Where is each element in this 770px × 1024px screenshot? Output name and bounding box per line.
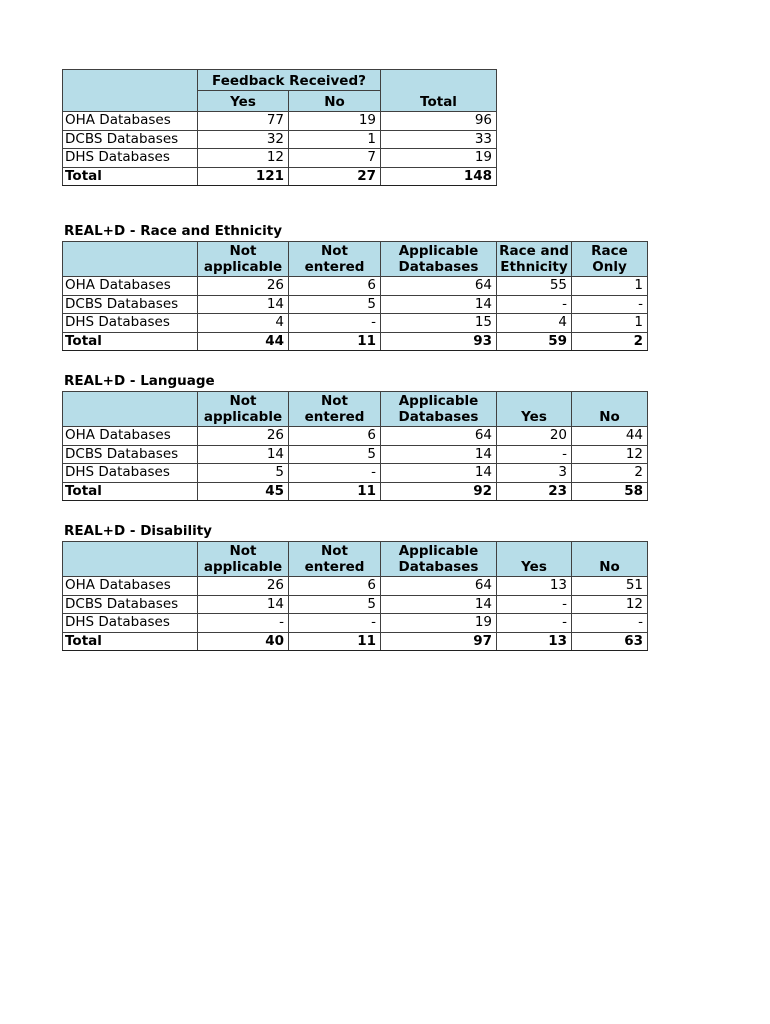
row-label: OHA Databases (63, 112, 198, 131)
cell: 26 (198, 427, 289, 446)
total-cell: 63 (572, 632, 648, 651)
row-label: DHS Databases (63, 614, 198, 633)
header-line: entered (304, 259, 365, 275)
total-cell: 44 (198, 332, 289, 351)
table-row (63, 277, 648, 296)
table-row (63, 464, 648, 483)
cell: 4 (198, 314, 289, 333)
row-label: OHA Databases (63, 427, 198, 446)
table-row (63, 614, 648, 633)
row-label: DCBS Databases (63, 445, 198, 464)
header-not-applicable (198, 542, 289, 577)
header-blank-cell (63, 242, 198, 277)
header-applicable-databases (381, 392, 497, 427)
header-line: Not (320, 243, 349, 259)
header-line: entered (304, 559, 365, 575)
cell: 6 (289, 277, 381, 296)
feedback-yes-header: Yes (198, 91, 289, 112)
cell-no: 1 (289, 130, 381, 149)
header-applicable-databases (381, 242, 497, 277)
total-cell: 11 (289, 332, 381, 351)
total-cell: 40 (198, 632, 289, 651)
header-line: Databases (398, 409, 479, 425)
cell: 13 (497, 577, 572, 596)
cell: - (572, 295, 648, 314)
header-blank-cell (63, 542, 198, 577)
header-not-entered (289, 392, 381, 427)
row-label: DHS Databases (63, 314, 198, 333)
cell: - (497, 614, 572, 633)
cell: 14 (381, 595, 497, 614)
header-race-and-ethnicity (497, 242, 572, 277)
total-label: Total (63, 482, 198, 501)
total-cell: 58 (572, 482, 648, 501)
cell: 19 (381, 614, 497, 633)
cell: 64 (381, 427, 497, 446)
header-yes: Yes (497, 392, 572, 427)
total-cell: 93 (381, 332, 497, 351)
disability-section-title: REAL+D - Disability (64, 523, 212, 539)
cell: - (497, 595, 572, 614)
header-line: Not (229, 543, 257, 559)
header-line: applicable (203, 559, 283, 575)
cell-total: 19 (381, 149, 497, 168)
table-row (63, 295, 648, 314)
cell: - (497, 295, 572, 314)
total-row (63, 167, 497, 186)
total-no: 27 (289, 167, 381, 186)
total-total: 148 (381, 167, 497, 186)
header-line: Only (592, 259, 627, 275)
cell: 44 (572, 427, 648, 446)
header-no: No (572, 392, 648, 427)
cell: 64 (381, 577, 497, 596)
header-applicable-databases (381, 542, 497, 577)
cell: 26 (198, 277, 289, 296)
cell: 64 (381, 277, 497, 296)
cell: 12 (572, 445, 648, 464)
cell: 20 (497, 427, 572, 446)
race-section-title: REAL+D - Race and Ethnicity (64, 223, 283, 239)
feedback-table (62, 69, 497, 186)
header-not-entered (289, 242, 381, 277)
cell: - (497, 445, 572, 464)
cell: 51 (572, 577, 648, 596)
cell: - (198, 614, 289, 633)
row-label: OHA Databases (63, 577, 198, 596)
cell: 5 (289, 595, 381, 614)
cell-no: 19 (289, 112, 381, 131)
language-section-title: REAL+D - Language (64, 373, 215, 389)
total-label: Total (63, 632, 198, 651)
cell: 55 (497, 277, 572, 296)
header-not-applicable (198, 242, 289, 277)
cell: 15 (381, 314, 497, 333)
header-no: No (572, 542, 648, 577)
total-cell: 45 (198, 482, 289, 501)
row-label: DHS Databases (63, 149, 198, 168)
header-line: entered (304, 409, 365, 425)
header-line: Race (591, 243, 628, 259)
header-line: Race and (499, 243, 569, 259)
disability-table (62, 541, 648, 651)
header-not-entered (289, 542, 381, 577)
table-row (63, 427, 648, 446)
cell: 14 (198, 295, 289, 314)
cell: 1 (572, 277, 648, 296)
total-row (63, 332, 648, 351)
table-row (63, 149, 497, 168)
cell: 14 (381, 464, 497, 483)
header-line: Not (320, 543, 349, 559)
cell: 14 (198, 445, 289, 464)
cell: 14 (198, 595, 289, 614)
total-cell: 23 (497, 482, 572, 501)
header-line: Applicable (398, 543, 479, 559)
header-not-applicable (198, 392, 289, 427)
cell: 6 (289, 427, 381, 446)
cell-total: 33 (381, 130, 497, 149)
cell: - (289, 314, 381, 333)
header-line: Databases (398, 559, 479, 575)
total-yes: 121 (198, 167, 289, 186)
cell: 5 (289, 295, 381, 314)
cell: 4 (497, 314, 572, 333)
total-cell: 59 (497, 332, 572, 351)
header-yes: Yes (497, 542, 572, 577)
total-row (63, 632, 648, 651)
feedback-group-header: Feedback Received? (198, 70, 381, 91)
feedback-header-row-1 (63, 70, 497, 91)
row-label: OHA Databases (63, 277, 198, 296)
header-line: Not (229, 243, 257, 259)
header-race-only (572, 242, 648, 277)
row-label: DHS Databases (63, 464, 198, 483)
cell-yes: 12 (198, 149, 289, 168)
table-row (63, 577, 648, 596)
cell: 3 (497, 464, 572, 483)
cell: - (289, 614, 381, 633)
cell-yes: 77 (198, 112, 289, 131)
header-line: Databases (398, 259, 479, 275)
cell: 12 (572, 595, 648, 614)
header-line: Ethnicity (500, 259, 568, 275)
total-cell: 13 (497, 632, 572, 651)
cell: 2 (572, 464, 648, 483)
header-line: Not (229, 393, 257, 409)
total-cell: 11 (289, 632, 381, 651)
row-label: DCBS Databases (63, 295, 198, 314)
table-row (63, 130, 497, 149)
cell: 14 (381, 445, 497, 464)
header-line: Not (320, 393, 349, 409)
total-label: Total (63, 332, 198, 351)
cell: 1 (572, 314, 648, 333)
cell: - (572, 614, 648, 633)
table-row (63, 314, 648, 333)
cell-no: 7 (289, 149, 381, 168)
cell: - (289, 464, 381, 483)
language-header-row (63, 392, 648, 427)
cell: 26 (198, 577, 289, 596)
header-line: applicable (203, 259, 283, 275)
cell: 5 (289, 445, 381, 464)
table-row (63, 112, 497, 131)
cell-total: 96 (381, 112, 497, 131)
race-header-row (63, 242, 648, 277)
header-line: Applicable (398, 393, 479, 409)
feedback-no-header: No (289, 91, 381, 112)
total-cell: 11 (289, 482, 381, 501)
disability-header-row (63, 542, 648, 577)
total-cell: 92 (381, 482, 497, 501)
total-row (63, 482, 648, 501)
feedback-total-header: Total (381, 70, 497, 112)
cell: 6 (289, 577, 381, 596)
total-cell: 2 (572, 332, 648, 351)
header-line: applicable (203, 409, 283, 425)
row-label: DCBS Databases (63, 130, 198, 149)
header-line: Applicable (398, 243, 479, 259)
table-row (63, 445, 648, 464)
total-cell: 97 (381, 632, 497, 651)
header-blank-cell (63, 392, 198, 427)
language-table (62, 391, 648, 501)
cell-yes: 32 (198, 130, 289, 149)
race-ethnicity-table (62, 241, 648, 351)
table-row (63, 595, 648, 614)
total-label: Total (63, 167, 198, 186)
cell: 14 (381, 295, 497, 314)
row-label: DCBS Databases (63, 595, 198, 614)
header-blank-cell (63, 70, 198, 112)
cell: 5 (198, 464, 289, 483)
